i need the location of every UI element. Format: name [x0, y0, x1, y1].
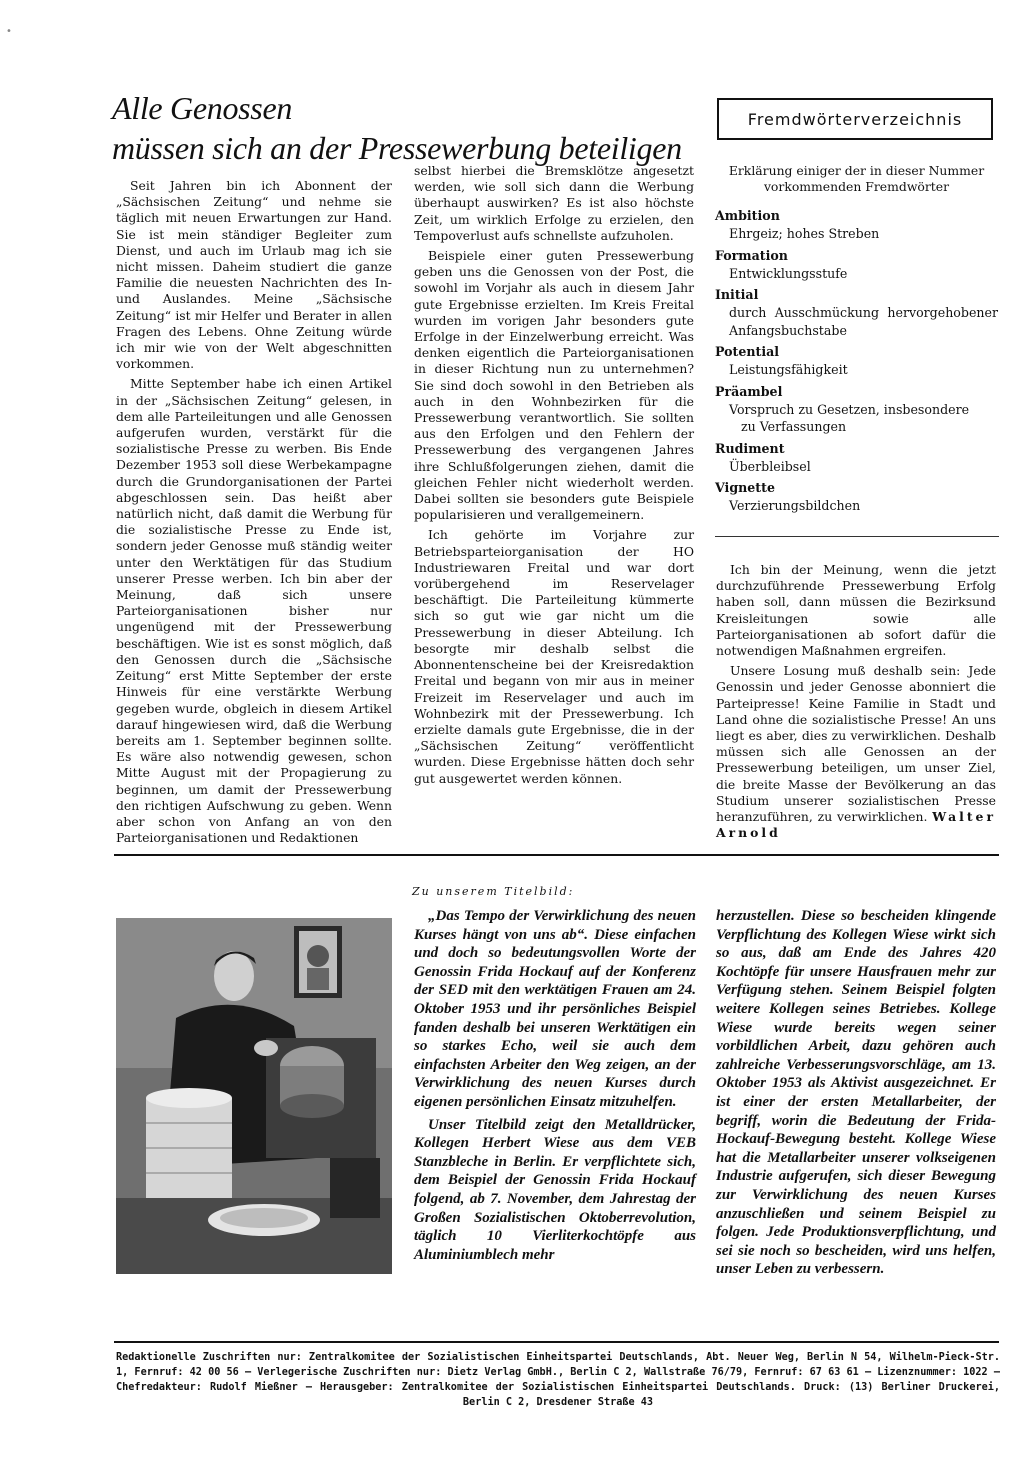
cover-photo [116, 918, 392, 1274]
glossary-item [715, 383, 998, 436]
headline [112, 88, 702, 168]
glossary-definition: durch Ausschmückung hervorgehobener Anfangsbuchstabe [729, 305, 998, 338]
glossary-divider [715, 536, 999, 537]
section-divider [114, 854, 999, 856]
titelbild-paragraph: herzustellen. Diese so bescheiden klingende Verpflichtung des Kollegen Wiese wirkt sich so aus, daß am Ende des Jahres 420 Kochtöpfe für unsere Hausfrauen mehr zur Verfügung stehen. Seinem Beispiel folgten weitere Kollegen seines Betriebes. Kollege Wiese wurde bereits wegen seiner vorbildlichen Arbeit, dazu gehören auch zahlreiche Verbesserungsvorschläge, am 13. Oktober 1953 als Aktivist ausgezeichnet. Er ist einer der ersten Metallarbeiter, der begriff, worin die Bedeutung der Frida-Hockauf-Bewegung besteht. Kollege Wiese hat die Metallarbeiter unserer volkseigenen Industrie aufgerufen, sich dieser Bewegung zur Verwirklichung des neuen Kurses anzuschließen und seinem Beispiel zu folgen. Jede Produktionsverpflichtung, und sei sie noch so bescheiden, wird uns helfen, unser Leben zu verbessern. [716, 908, 996, 1278]
glossary-term: Formation [715, 247, 788, 263]
glossary-item [715, 286, 998, 339]
article-column-3 [716, 562, 996, 845]
titelbild-column-2 [716, 907, 996, 1283]
glossary-definition-line: Vorspruch zu Gesetzen, insbesondere [729, 401, 970, 417]
article-paragraph: selbst hierbei die Bremsklötze angesetzt werden, wie soll sich dann die Werbung überhaupt auswirken? Es ist also höchste Zeit, um wirklich Erfolge zu erzielen, den Tempoverlust aufs schnellste aufzuholen. [414, 163, 694, 243]
article-column-2 [414, 163, 694, 791]
article-paragraph [716, 663, 996, 841]
article-paragraph: Seit Jahren bin ich Abonnent der „Sächsischen Zeitung“ und nehme sie täglich mit neuen Erwartungen zur Hand. Sie ist mein ständiger Begleiter zum Dienst, und auch im Urlaub mag ich sie nicht missen. Daheim studiert die ganze Familie die neuesten Nachrichten des In- und Auslandes. Meine „Sächsische Zeitung“ ist mir Helfer und Berater in allen Fragen des Lebens. Ohne Zeitung würde ich mir wie von der Welt abgeschnitten vorkommen. [116, 178, 392, 372]
glossary-item [715, 343, 998, 379]
imprint-footer: Redaktionelle Zuschriften nur: Zentralkomitee der Sozialistischen Einheitspartei Deutschlands, Abt. Neuer Weg, Berlin N 54, Wilhelm-Pieck-Str. 1, Fernruf: 42 00 56 — Verlegerische Zuschriften nur: Dietz Verlag GmbH., Berlin C 2, Wallstraße 76/79, Fernruf: 67 63 61 — Lizenznummer: 1022 — Chefredakteur: Rudolf Mießner — Herausgeber: Zentralkomitee der Sozialistischen Einheitspartei Deutschlands. Druck: (13) Berliner Druckerei, Berlin C 2, Dresdener Straße 43 [116, 1352, 1000, 1408]
glossary-term: Rudiment [715, 440, 785, 456]
article-paragraph: Ich gehörte im Vorjahre zur Betriebsparteiorganisation der HO Industriewaren Freital und war dort vorübergehend im Reservelager beschäftigt. Die Parteileitung kümmerte sich so gut wie gar nicht um die Pressewerbung in dieser Abteilung. Ich besorgte mir deshalb selbst die Abonnentenscheine bei der Kreisredaktion Freital und begann von mir aus in meiner Freizeit im Reservelager und auch im Wohnbezirk mit der Pressewerbung. Ich erzielte damals gute Ergebnisse, die in der „Sächsischen Zeitung“ veröffentlicht wurden. Diese Ergebnisse hätten doch sehr gut ausgewertet werden können. [414, 527, 694, 786]
article-author: Walter Arnold [716, 809, 996, 841]
article-paragraph-text: Unsere Losung muß deshalb sein: Jede Genossin und jeder Genosse abonniert die Parteipresse! Keine Familie in Stadt und Land ohne die sozialistische Presse! An uns liegt es aber, dies zu verwirklichen. Deshalb müssen sich alle Genossen an der Pressewerbung beteiligen, um unser Ziel, die breite Masse der Bevölkerung an das Studium unserer sozialistischen Presse heranzuführen, zu verwirklichen. [716, 663, 996, 825]
glossary-term: Ambition [715, 208, 780, 223]
titelbild-column-1 [414, 907, 696, 1268]
glossary-definition-continuation: zu Verfassungen [741, 419, 847, 434]
glossary-term: Präambel [715, 383, 783, 399]
glossary-item [715, 207, 998, 243]
glossary-term: Potential [715, 344, 780, 359]
article-paragraph: Ich bin der Meinung, wenn die jetzt durchzuführende Pressewerbung Erfolg haben soll, dann müssen die Bezirksund Kreisleitungen sowie alle Parteiorganisationen ab sofort dafür die notwendigen Maßnahmen ergreifen. [716, 562, 996, 659]
article-column-1 [116, 178, 392, 850]
corner-mark: • [6, 26, 12, 37]
glossary-title-box [717, 98, 993, 140]
glossary-definition [715, 401, 998, 436]
glossary-definition: Ehrgeiz; hohes Streben [729, 226, 880, 241]
glossary-term: Initial [715, 287, 759, 302]
glossary-term: Vignette [715, 480, 775, 495]
titelbild-paragraph: „Das Tempo der Verwirklichung des neuen Kurses hängt von uns ab“. Diese einfachen und doch so bedeutungsvollen Worte der Genossin Frida Hockauf auf der Konferenz der SED mit den werktätigen Frauen am 24. Oktober 1953 und ihr persönliches Beispiel fanden deshalb bei unseren Werktätigen ein so starkes Echo, weil sie auch dem einfachsten Arbeiter den Weg zeigen, an der Verwirklichung des neuen Kurses durch eigenen persönlichen Einsatz mitzuhelfen. [414, 908, 696, 1110]
glossary-intro: Erklärung einiger der in dieser Nummer vorkommenden Fremdwörter [728, 163, 985, 194]
footer-divider [114, 1341, 999, 1343]
glossary-item [715, 479, 998, 515]
photo-illustration [116, 918, 392, 1274]
glossary-item [715, 440, 998, 476]
headline-line-1: Alle Genossen [112, 90, 293, 126]
glossary-definition: Leistungsfähigkeit [729, 362, 848, 377]
headline-line-2: müssen sich an der Pressewerbung beteiligen [112, 130, 682, 166]
glossary-definition: Entwicklungsstufe [729, 265, 848, 281]
article-paragraph: Beispiele einer guten Pressewerbung geben uns die Genossen von der Post, die sowohl im Vorjahr als auch in diesem Jahr gute Ergebnisse erzielten. Im Kreis Freital wurden im vorigen Jahr besonders gute Erfolge in der Einzelwerbung erreicht. Was denken eigentlich die Parteiorganisationen in dieser Richtung nun zu unternehmen? Sie sind doch sowohl in den Betrieben als auch in den Wohnbezirken für die Pressewerbung verantwortlich. Sie sollten aus den Erfolgen und den Fehlern der Pressewerbung des vergangenen Jahres ihre Schlußfolgerungen ziehen, damit die gleichen Fehler nicht wiederholt werden. Dabei sollten sie besonders gute Beispiele popularisieren und verallgemeinern. [414, 248, 694, 523]
glossary-definition: Überbleibsel [729, 458, 811, 474]
titelbild-label: Zu unserem Titelbild: [412, 885, 575, 898]
glossary-definition: Verzierungsbildchen [729, 498, 861, 513]
glossary-item [715, 247, 998, 283]
article-paragraph: Mitte September habe ich einen Artikel in der „Sächsischen Zeitung“ gelesen, in dem alle Parteileitungen und alle Genossen aufgerufen wurden, verstärkt für die sozialistische Presse zu werben. Bis Ende Dezember 1953 soll diese Werbekampagne durch die Grundorganisationen der Partei abgeschlossen sein. Das heißt aber natürlich nicht, daß damit die Werbung für die sozialistische Presse zu Ende ist, sondern jeder Genosse muß ständig weiter unter den Werktätigen für das Studium unserer Presse werben. Ich bin aber der Meinung, daß sich unsere Parteiorganisationen bisher nur ungenügend mit der Pressewerbung beschäftigen. Wie ist es sonst möglich, daß den Genossen durch die „Sächsische Zeitung“ erst Mitte September der erste Hinweis für eine verstärkte Werbung gegeben wurde, obgleich in diesem Artikel darauf hingewiesen wird, daß die Werbung bereits am 1. September beginnen sollte. Es wäre also notwendig gewesen, schon Mitte August mit der Propagierung zu beginnen, um damit der Pressewerbung den richtigen Aufschwung zu geben. Wenn aber schon von Anfang an von den Parteiorganisationen und Redaktionen [116, 376, 392, 846]
titelbild-paragraph: Unser Titelbild zeigt den Metalldrücker, Kollegen Herbert Wiese aus dem VEB Stanzbleche in Berlin. Er verpflichtete sich, dem Beispiel der Genossin Frida Hockauf folgend, ab 7. November, dem Jahrestag der Großen Sozialistischen Oktoberrevolution, täglich 10 Vierliterkochtöpfe aus Aluminiumblech mehr [414, 1116, 696, 1263]
glossary-title: Fremdwörterverzeichnis [747, 109, 963, 129]
glossary [715, 163, 998, 515]
